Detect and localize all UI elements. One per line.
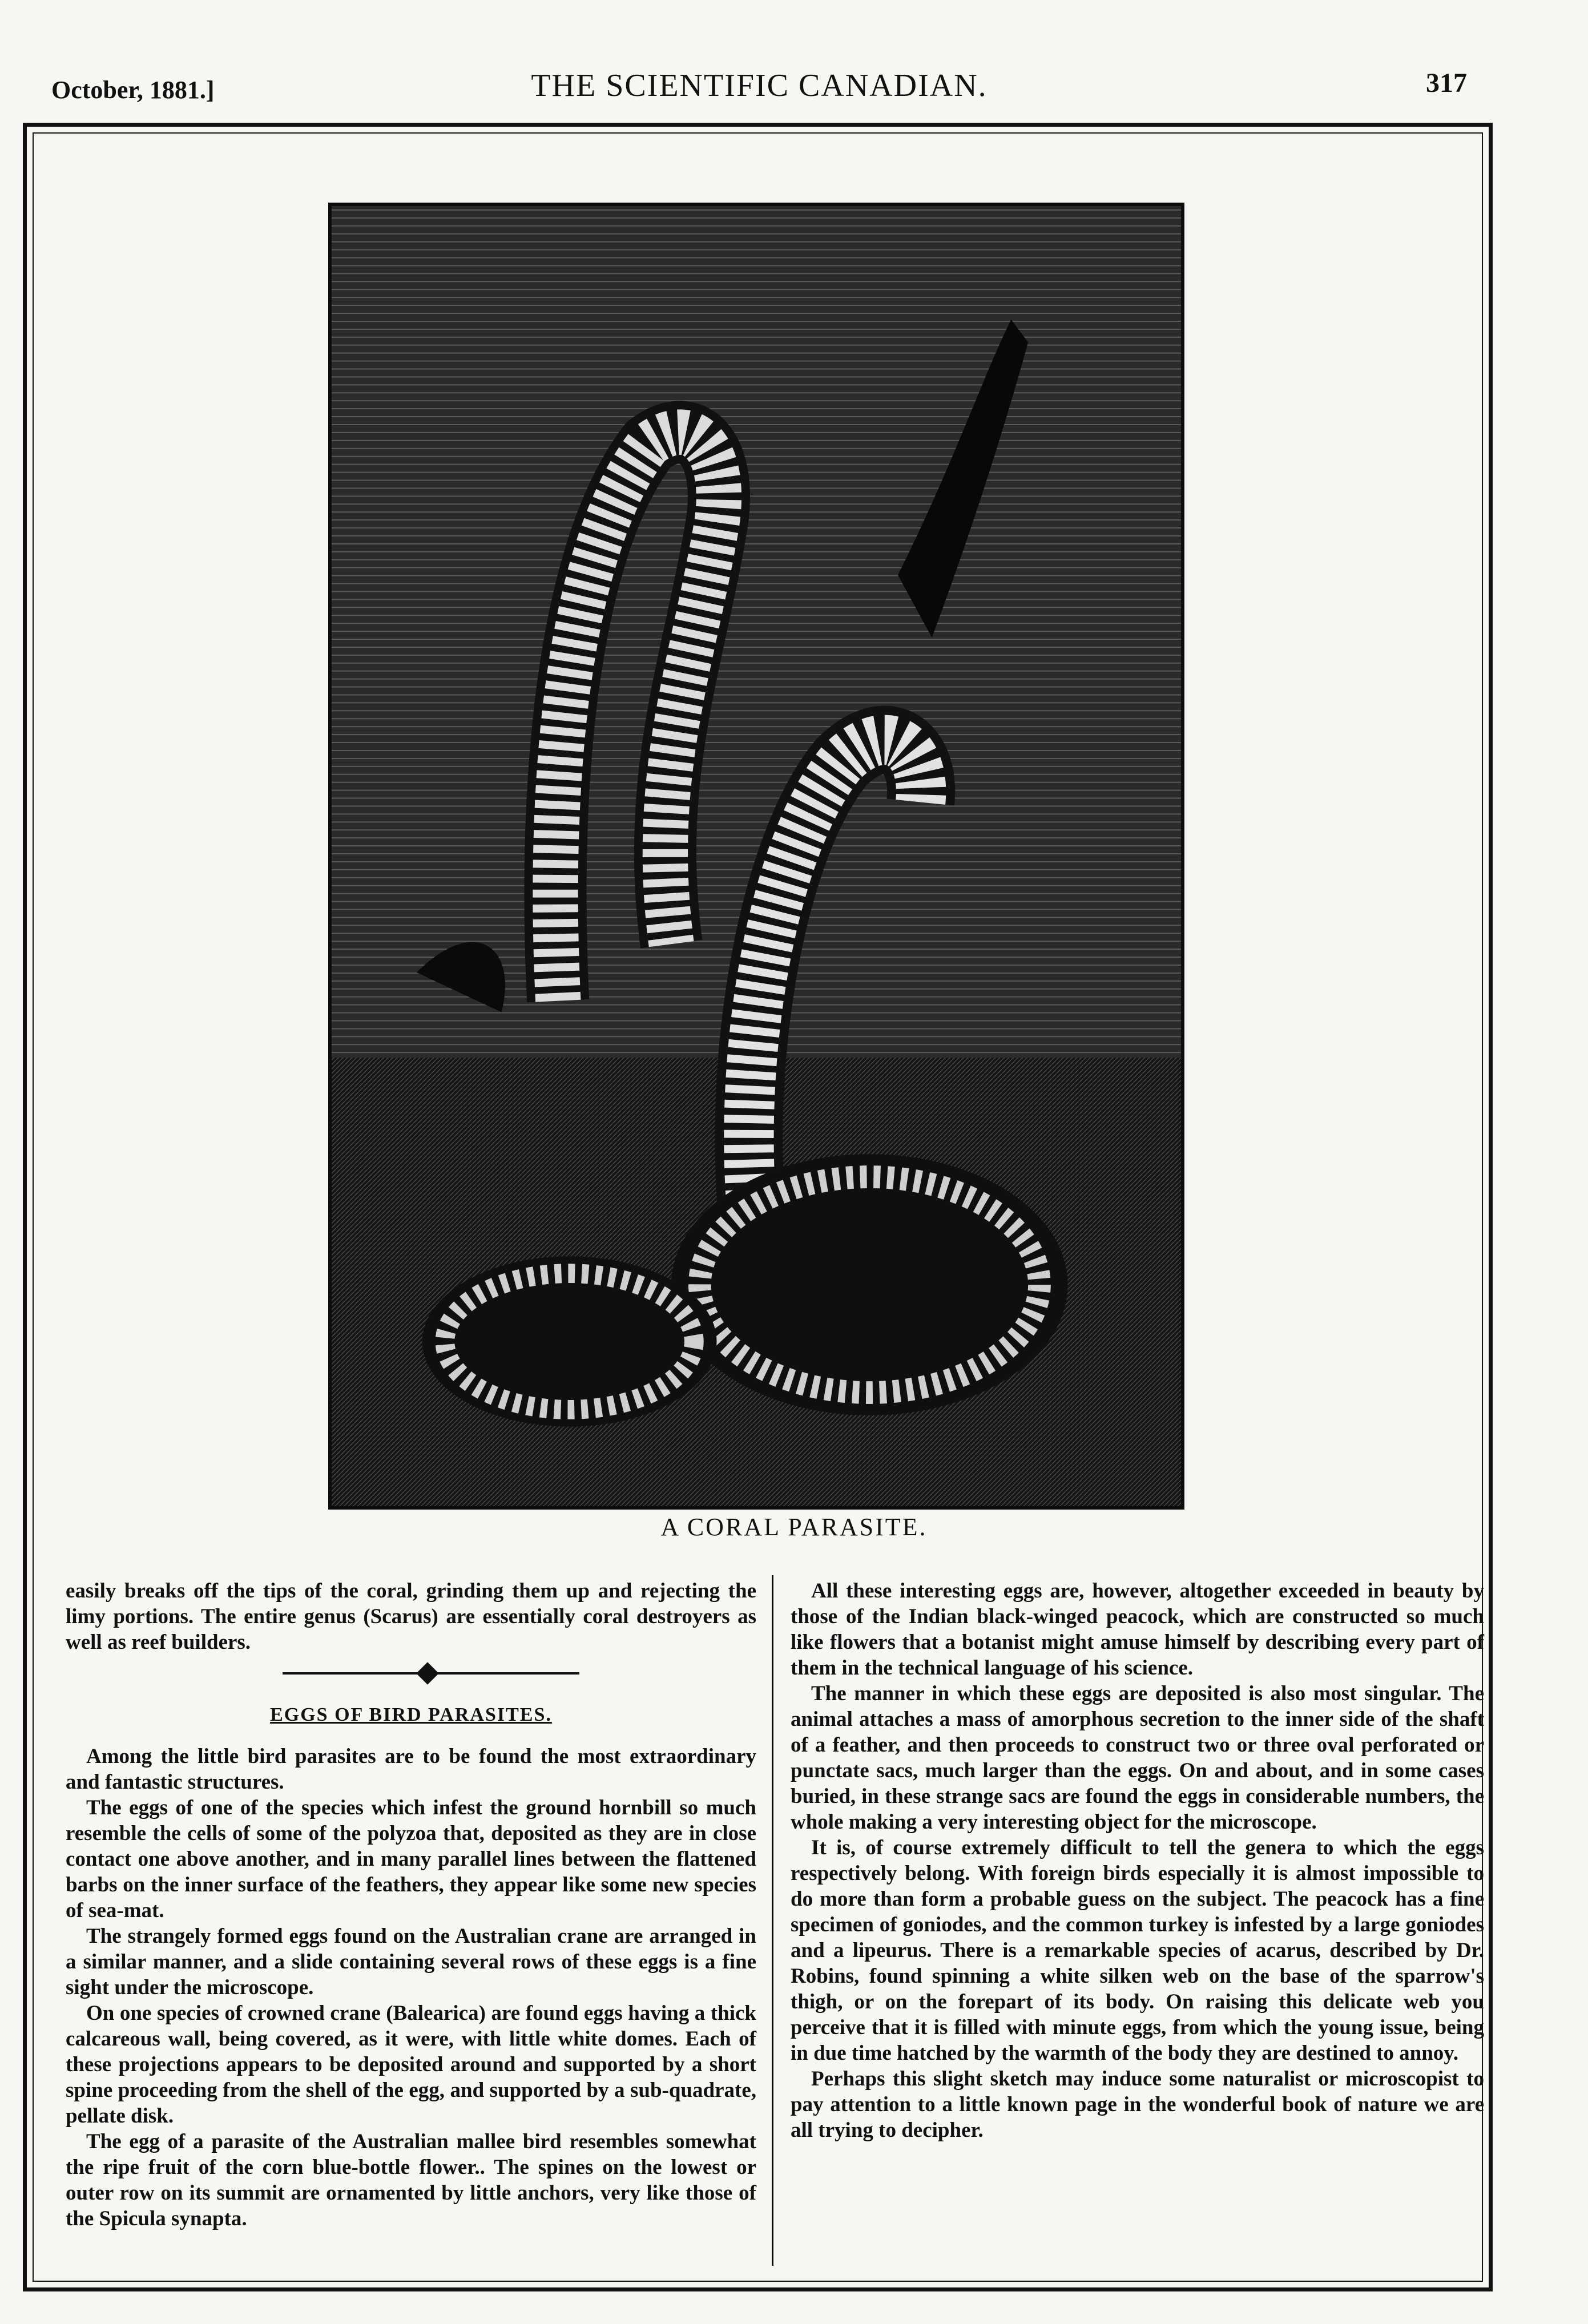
left-paragraph: The eggs of one of the species which infest the ground hornbill so much resemble the cells of some of the polyzoa that, deposited as they are in close contact one above another, and in many parallel lines between the flattened barbs on the inner surface of the feathers, they appear like some new species of sea-mat. [66, 1796, 756, 1922]
column-divider [772, 1575, 773, 2266]
page-header [51, 63, 1467, 114]
section-title: EGGS OF BIRD PARASITES. [270, 1704, 552, 1725]
left-paragraph: On one species of crowned crane (Balearica) are found eggs having a thick calcareous wall, being covered, as it were, with little white domes. Each of these projections appears to be deposited around and supported by a short spine proceeding from the shell of the egg, and supported by a sub-quadrate, pellate disk. [66, 2002, 756, 2128]
ornament-diamond [416, 1662, 439, 1685]
left-paragraph: The strangely formed eggs found on the Australian crane are arranged in a similar manner, and a slide containing several rows of these eggs is a fine sight under the microscope. [66, 1924, 756, 1999]
left-column [66, 1578, 756, 2232]
page-number: 317 [1426, 68, 1467, 98]
engraving-drawing [332, 206, 1181, 1506]
right-column [791, 1578, 1484, 2143]
coral-parasite-engraving [328, 203, 1184, 1510]
figure-caption: A CORAL PARASITE. [660, 1513, 928, 1541]
left-paragraph: Among the little bird parasites are to be found the most extraordinary and fantastic structures. [66, 1745, 756, 1794]
section-ornament [66, 1655, 756, 1695]
right-paragraph: It is, of course extremely difficult to tell the genera to which the eggs respectively belong. With foreign birds especially it is almost impossible to do more than form a probable guess on the subject. The peacock has a fine specimen of goniodes, and the common turkey is infested by a large goniodes and a lipeurus. There is a remarkable species of acarus, described by Dr. Robins, found spinning a white silken web on the base of the sparrow's thigh, or on the forepart of its body. On raising this delicate web you perceive that it is filled with minute eggs, from which the young issue, being in due time hatched by the warmth of the body they are destined to annoy. [791, 1836, 1484, 2065]
issue-date: October, 1881.] [51, 76, 215, 104]
journal-title: THE SCIENTIFIC CANADIAN. [531, 68, 988, 103]
continued-paragraph: easily breaks off the tips of the coral, grinding them up and rejecting the limy portions. The entire genus (Scarus) are essentially coral destroyers as well as reef builders. [66, 1579, 756, 1654]
right-paragraph: Perhaps this slight sketch may induce some naturalist or microscopist to pay attention to a little known page in the wonderful book of nature we are all trying to decipher. [791, 2067, 1484, 2142]
right-paragraph: The manner in which these eggs are deposited is also most singular. The animal attaches a mass of amorphous secretion to the inner side of the shaft of a feather, and then proceeds to construct two or three oval perforated or punctate sacs, much larger than the eggs. On and about, and in some cases buried, in these strange sacs are found the eggs in considerable numbers, the whole making a very interesting object for the microscope. [791, 1682, 1484, 1834]
right-paragraph: All these interesting eggs are, however, altogether exceeded in beauty by those of the Indian black-winged peacock, which are constructed so much like flowers that a botanist might amuse himself by describing every part of them in the technical language of his science. [791, 1579, 1484, 1680]
left-paragraph: The egg of a parasite of the Australian mallee bird resembles somewhat the ripe fruit of the corn blue-bottle flower.. The spines on the lowest or outer row on its summit are ornamented by little anchors, very like those of the Spicula synapta. [66, 2130, 756, 2230]
